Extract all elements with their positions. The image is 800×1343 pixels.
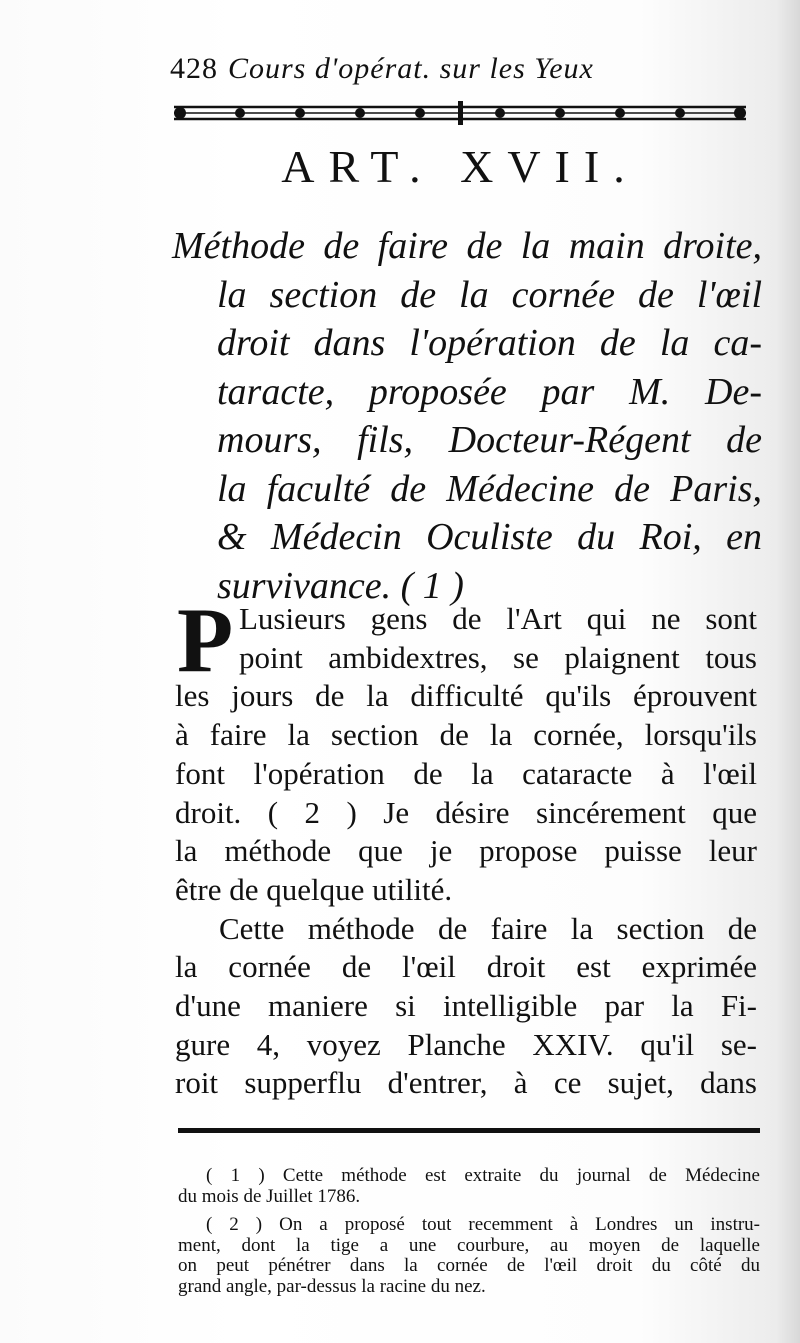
body-line: la cornée de l'œil droit est exprimée — [175, 949, 757, 985]
subtitle-line: la section de la cornée de l'œil — [217, 273, 762, 316]
footnote-line: du mois de Juillet 1786. — [178, 1185, 361, 1207]
drop-cap: P — [177, 589, 234, 691]
body-line: être de quelque utilité. — [175, 871, 453, 907]
body-line: à faire la section de la cornée, lorsqu'ils — [175, 717, 757, 753]
subtitle-line: mours, fils, Docteur-Régent de — [217, 419, 762, 461]
article-subtitle — [172, 222, 762, 610]
body-line: point ambidextres, se plaignent tous — [239, 639, 757, 675]
body-line: Cette méthode de faire la section de — [219, 910, 757, 946]
ornament-band — [170, 98, 750, 128]
subtitle-line: taracte, proposée par M. De- — [217, 370, 762, 413]
footnotes — [178, 1166, 760, 1297]
body-line: droit. ( 2 ) Je désire sincérement que — [175, 794, 757, 830]
running-header — [170, 52, 770, 98]
body-line: d'une maniere si intelligible par la Fi- — [175, 988, 757, 1024]
body-line: la méthode que je propose puisse leur — [175, 833, 757, 869]
body-line: les jours de la difficulté qu'ils éprouvent — [175, 678, 757, 714]
article-title: ART. XVII. — [281, 141, 639, 192]
footnote-line: grand angle, par-dessus la racine du nez. — [178, 1275, 486, 1297]
body-line: roit supperflu d'entrer, à ce sujet, dans — [175, 1065, 757, 1101]
footnote-line: ment, dont la tige a une courbure, au moyen de laquelle — [178, 1234, 760, 1256]
footnote-line: on peut pénétrer dans la cornée de l'œil droit du côté du — [178, 1255, 760, 1276]
footnote-line: ( 1 ) Cette méthode est extraite du journal de Médecine — [206, 1165, 760, 1186]
subtitle-line: Méthode de faire de la main droite, — [172, 225, 762, 267]
body-line: gure 4, voyez Planche XXIV. qu'il se- — [175, 1026, 757, 1062]
subtitle-line: la faculté de Médecine de Paris, — [217, 467, 762, 510]
body-line: Lusieurs gens de l'Art qui ne sont — [239, 601, 757, 636]
body-text — [175, 589, 757, 1103]
footnote-line: ( 2 ) On a proposé tout recemment à Londres un instru- — [206, 1214, 760, 1235]
footnote-rule — [178, 1126, 760, 1136]
body-line: font l'opération de la cataracte à l'œil — [175, 755, 757, 791]
running-title: Cours d'opérat. sur les Yeux — [228, 52, 594, 85]
page-number: 428 — [170, 52, 218, 85]
subtitle-line: survivance. ( 1 ) — [217, 564, 464, 607]
subtitle-line: & Médecin Oculiste du Roi, en — [217, 516, 762, 558]
subtitle-line: droit dans l'opération de la ca- — [217, 322, 762, 364]
